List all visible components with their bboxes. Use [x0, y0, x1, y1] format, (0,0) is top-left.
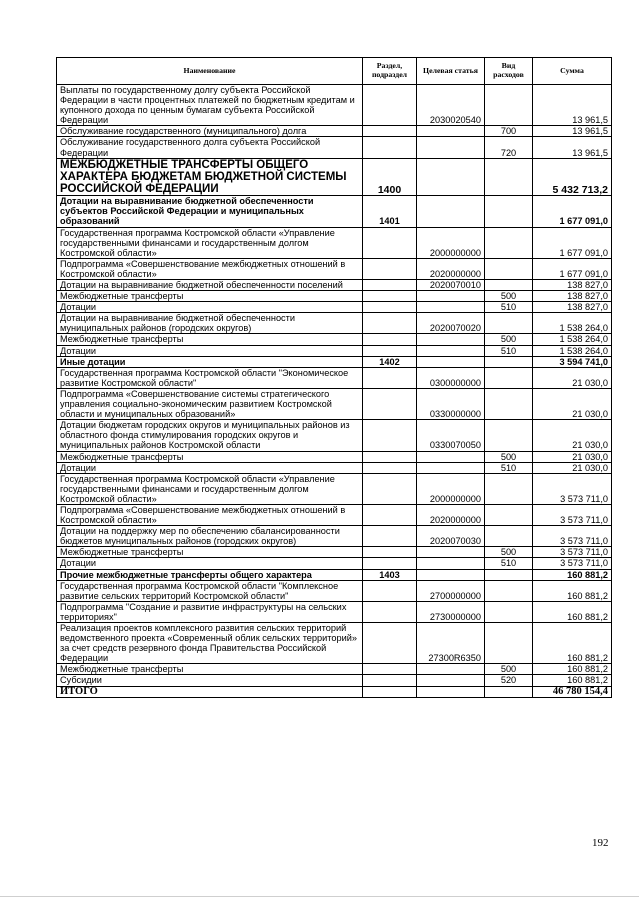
header-section: Раздел, подраздел: [363, 58, 417, 85]
cell-section: [363, 580, 417, 601]
cell-target-article: 2020000000: [417, 504, 485, 525]
cell-section: [363, 334, 417, 345]
cell-amount: 1 538 264,0: [533, 345, 612, 356]
cell-expense-type: 500: [485, 547, 533, 558]
cell-section: [363, 291, 417, 302]
cell-target-article: [417, 158, 485, 196]
cell-section: [363, 664, 417, 675]
table-row: [57, 451, 612, 462]
cell-section: [363, 388, 417, 419]
cell-amount: 3 573 711,0: [533, 526, 612, 547]
cell-target-article: 2020070010: [417, 280, 485, 291]
cell-name: Межбюджетные трансферты: [57, 291, 363, 302]
cell-amount: 160 881,2: [533, 675, 612, 686]
cell-expense-type: 510: [485, 462, 533, 473]
table-row: [57, 547, 612, 558]
cell-name: Иные дотации: [57, 356, 363, 367]
table-row: [57, 569, 612, 580]
cell-expense-type: [485, 623, 533, 664]
cell-amount: 3 573 711,0: [533, 558, 612, 569]
cell-section: [363, 367, 417, 388]
cell-name: Межбюджетные трансферты: [57, 451, 363, 462]
total-row: [57, 686, 612, 697]
table-row: [57, 558, 612, 569]
cell-amount: 21 030,0: [533, 420, 612, 451]
cell-section: [363, 686, 417, 697]
cell-amount: 1 677 091,0: [533, 227, 612, 258]
cell-section: [363, 451, 417, 462]
cell-section: 1400: [363, 158, 417, 196]
cell-target-article: [417, 196, 485, 227]
cell-name: Подпрограмма «Совершенствование межбюджетных отношений в Костромской области»: [57, 504, 363, 525]
cell-name: Выплаты по государственному долгу субъекта Российской Федерации в части процентных платежей по бюджетным кредитам и купонного дохода по ценным бумагам субъекта Российской Федерации: [57, 85, 363, 126]
page-number: 192: [592, 837, 609, 849]
cell-name: Реализация проектов комплексного развития сельских территорий ведомственного проекта «Современный облик сельских территорий» за счет средств резервного фонда Правительства Российской Федерации: [57, 623, 363, 664]
cell-amount: 3 573 711,0: [533, 504, 612, 525]
cell-target-article: 2030020540: [417, 85, 485, 126]
cell-name: Дотации: [57, 558, 363, 569]
cell-target-article: 2730000000: [417, 601, 485, 622]
footer-divider: [0, 896, 639, 897]
budget-table: [56, 57, 612, 698]
cell-expense-type: 510: [485, 345, 533, 356]
cell-section: [363, 258, 417, 279]
cell-target-article: [417, 334, 485, 345]
cell-expense-type: [485, 85, 533, 126]
cell-name: Государственная программа Костромской области "Экономическое развитие Костромской области": [57, 367, 363, 388]
cell-expense-type: 510: [485, 302, 533, 313]
cell-section: [363, 345, 417, 356]
cell-target-article: [417, 558, 485, 569]
cell-amount: 13 961,5: [533, 85, 612, 126]
cell-section: [363, 227, 417, 258]
cell-amount: 21 030,0: [533, 367, 612, 388]
cell-target-article: 2000000000: [417, 227, 485, 258]
cell-section: [363, 462, 417, 473]
cell-expense-type: [485, 158, 533, 196]
cell-expense-type: [485, 526, 533, 547]
table-row: [57, 388, 612, 419]
cell-target-article: [417, 451, 485, 462]
cell-name: ИТОГО: [57, 686, 363, 697]
cell-amount: 3 594 741,0: [533, 356, 612, 367]
table-row: [57, 313, 612, 334]
cell-section: [363, 302, 417, 313]
cell-target-article: 0300000000: [417, 367, 485, 388]
cell-name: Дотации бюджетам городских округов и муниципальных районов из областного фонда стимулирования городских округов и муниципальных районов Костромской области: [57, 420, 363, 451]
cell-name: Субсидии: [57, 675, 363, 686]
cell-amount: 138 827,0: [533, 291, 612, 302]
cell-name: Подпрограмма "Создание и развитие инфраструктуры на сельских территориях": [57, 601, 363, 622]
cell-amount: 1 677 091,0: [533, 196, 612, 227]
cell-amount: 13 961,5: [533, 126, 612, 137]
cell-expense-type: [485, 601, 533, 622]
cell-amount: 160 881,2: [533, 601, 612, 622]
cell-expense-type: [485, 227, 533, 258]
header-amount: Сумма: [533, 58, 612, 85]
cell-section: [363, 473, 417, 504]
table-row: [57, 356, 612, 367]
cell-target-article: [417, 664, 485, 675]
cell-target-article: [417, 356, 485, 367]
cell-section: [363, 623, 417, 664]
table-row: [57, 258, 612, 279]
cell-name: Дотации: [57, 302, 363, 313]
cell-amount: 138 827,0: [533, 280, 612, 291]
cell-section: [363, 313, 417, 334]
cell-amount: 160 881,2: [533, 580, 612, 601]
cell-expense-type: [485, 420, 533, 451]
cell-amount: 5 432 713,2: [533, 158, 612, 196]
cell-amount: 138 827,0: [533, 302, 612, 313]
cell-section: [363, 85, 417, 126]
cell-name: Обслуживание государственного (муниципального) долга: [57, 126, 363, 137]
table-row: [57, 580, 612, 601]
table-row: [57, 675, 612, 686]
cell-amount: 3 573 711,0: [533, 473, 612, 504]
cell-expense-type: [485, 388, 533, 419]
cell-section: [363, 675, 417, 686]
cell-expense-type: [485, 686, 533, 697]
table-row: [57, 227, 612, 258]
cell-name: Государственная программа Костромской области "Комплексное развитие сельских территорий Костромской области": [57, 580, 363, 601]
cell-amount: 13 961,5: [533, 137, 612, 158]
table-row: [57, 473, 612, 504]
table-row: [57, 126, 612, 137]
cell-name: Дотации: [57, 462, 363, 473]
cell-name: Дотации на поддержку мер по обеспечению сбалансированности бюджетов муниципальных районов (городских округов): [57, 526, 363, 547]
table-row: [57, 280, 612, 291]
table-row: [57, 137, 612, 158]
cell-target-article: [417, 137, 485, 158]
table-row: [57, 420, 612, 451]
table-row: [57, 462, 612, 473]
table-row: [57, 302, 612, 313]
cell-section: [363, 420, 417, 451]
header-row: [57, 58, 612, 85]
cell-section: [363, 526, 417, 547]
cell-expense-type: 720: [485, 137, 533, 158]
cell-target-article: [417, 675, 485, 686]
cell-expense-type: [485, 313, 533, 334]
header-target-article: Целевая статья: [417, 58, 485, 85]
table-row: [57, 345, 612, 356]
cell-name: Дотации: [57, 345, 363, 356]
cell-section: 1401: [363, 196, 417, 227]
table-row: [57, 367, 612, 388]
cell-amount: 21 030,0: [533, 451, 612, 462]
cell-expense-type: [485, 356, 533, 367]
cell-amount: 1 538 264,0: [533, 313, 612, 334]
cell-name: Дотации на выравнивание бюджетной обеспеченности поселений: [57, 280, 363, 291]
cell-amount: 21 030,0: [533, 388, 612, 419]
cell-target-article: [417, 569, 485, 580]
cell-name: Межбюджетные трансферты: [57, 334, 363, 345]
cell-target-article: [417, 291, 485, 302]
header-name: Наименование: [57, 58, 363, 85]
cell-amount: 160 881,2: [533, 569, 612, 580]
cell-expense-type: [485, 504, 533, 525]
cell-name: Межбюджетные трансферты: [57, 547, 363, 558]
cell-expense-type: [485, 569, 533, 580]
cell-section: [363, 504, 417, 525]
table-row: [57, 623, 612, 664]
cell-expense-type: [485, 280, 533, 291]
cell-expense-type: 500: [485, 334, 533, 345]
cell-expense-type: [485, 258, 533, 279]
cell-expense-type: 700: [485, 126, 533, 137]
cell-expense-type: 500: [485, 451, 533, 462]
cell-name: Дотации на выравнивание бюджетной обеспеченности субъектов Российской Федерации и муниципальных образований: [57, 196, 363, 227]
cell-name: Дотации на выравнивание бюджетной обеспеченности муниципальных районов (городских округов): [57, 313, 363, 334]
cell-target-article: 2020000000: [417, 258, 485, 279]
cell-name: Межбюджетные трансферты: [57, 664, 363, 675]
cell-target-article: [417, 686, 485, 697]
cell-section: [363, 280, 417, 291]
cell-section: [363, 137, 417, 158]
table-row: [57, 526, 612, 547]
cell-amount: 1 677 091,0: [533, 258, 612, 279]
table-row: [57, 601, 612, 622]
table-row: [57, 504, 612, 525]
cell-expense-type: 520: [485, 675, 533, 686]
cell-name: Обслуживание государственного долга субъекта Российской Федерации: [57, 137, 363, 158]
cell-target-article: [417, 547, 485, 558]
cell-target-article: [417, 302, 485, 313]
cell-amount: 46 780 154,4: [533, 686, 612, 697]
cell-section: [363, 558, 417, 569]
cell-amount: 160 881,2: [533, 664, 612, 675]
cell-expense-type: 500: [485, 664, 533, 675]
cell-amount: 3 573 711,0: [533, 547, 612, 558]
cell-section: [363, 601, 417, 622]
cell-name: Государственная программа Костромской области «Управление государственными финансами и государственным долгом Костромской области»: [57, 473, 363, 504]
cell-target-article: 2000000000: [417, 473, 485, 504]
cell-name: Подпрограмма «Совершенствование межбюджетных отношений в Костромской области»: [57, 258, 363, 279]
cell-target-article: 2020070030: [417, 526, 485, 547]
cell-amount: 160 881,2: [533, 623, 612, 664]
cell-section: 1402: [363, 356, 417, 367]
table-row: [57, 664, 612, 675]
header-expense-type: Вид расходов: [485, 58, 533, 85]
table-row: [57, 291, 612, 302]
cell-expense-type: 500: [485, 291, 533, 302]
cell-target-article: [417, 462, 485, 473]
table-row: [57, 158, 612, 196]
cell-name: Подпрограмма «Совершенствование системы стратегического управления социально-экономическим развитием Костромской области и муниципальных образований»: [57, 388, 363, 419]
cell-target-article: 2700000000: [417, 580, 485, 601]
cell-expense-type: [485, 196, 533, 227]
cell-expense-type: [485, 473, 533, 504]
cell-amount: 1 538 264,0: [533, 334, 612, 345]
table-row: [57, 85, 612, 126]
cell-expense-type: [485, 580, 533, 601]
cell-section: 1403: [363, 569, 417, 580]
cell-target-article: 2020070020: [417, 313, 485, 334]
cell-expense-type: [485, 367, 533, 388]
cell-target-article: [417, 345, 485, 356]
cell-target-article: 27300R6350: [417, 623, 485, 664]
cell-section: [363, 126, 417, 137]
cell-target-article: [417, 126, 485, 137]
table-row: [57, 196, 612, 227]
cell-expense-type: 510: [485, 558, 533, 569]
cell-section: [363, 547, 417, 558]
cell-name: МЕЖБЮДЖЕТНЫЕ ТРАНСФЕРТЫ ОБЩЕГО ХАРАКТЕРА БЮДЖЕТАМ БЮДЖЕТНОЙ СИСТЕМЫ РОССИЙСКОЙ ФЕДЕРАЦИИ: [57, 158, 363, 196]
table-row: [57, 334, 612, 345]
cell-target-article: 0330000000: [417, 388, 485, 419]
cell-target-article: 0330070050: [417, 420, 485, 451]
cell-name: Государственная программа Костромской области «Управление государственными финансами и государственным долгом Костромской области»: [57, 227, 363, 258]
cell-amount: 21 030,0: [533, 462, 612, 473]
cell-name: Прочие межбюджетные трансферты общего характера: [57, 569, 363, 580]
table-body: [57, 85, 612, 698]
